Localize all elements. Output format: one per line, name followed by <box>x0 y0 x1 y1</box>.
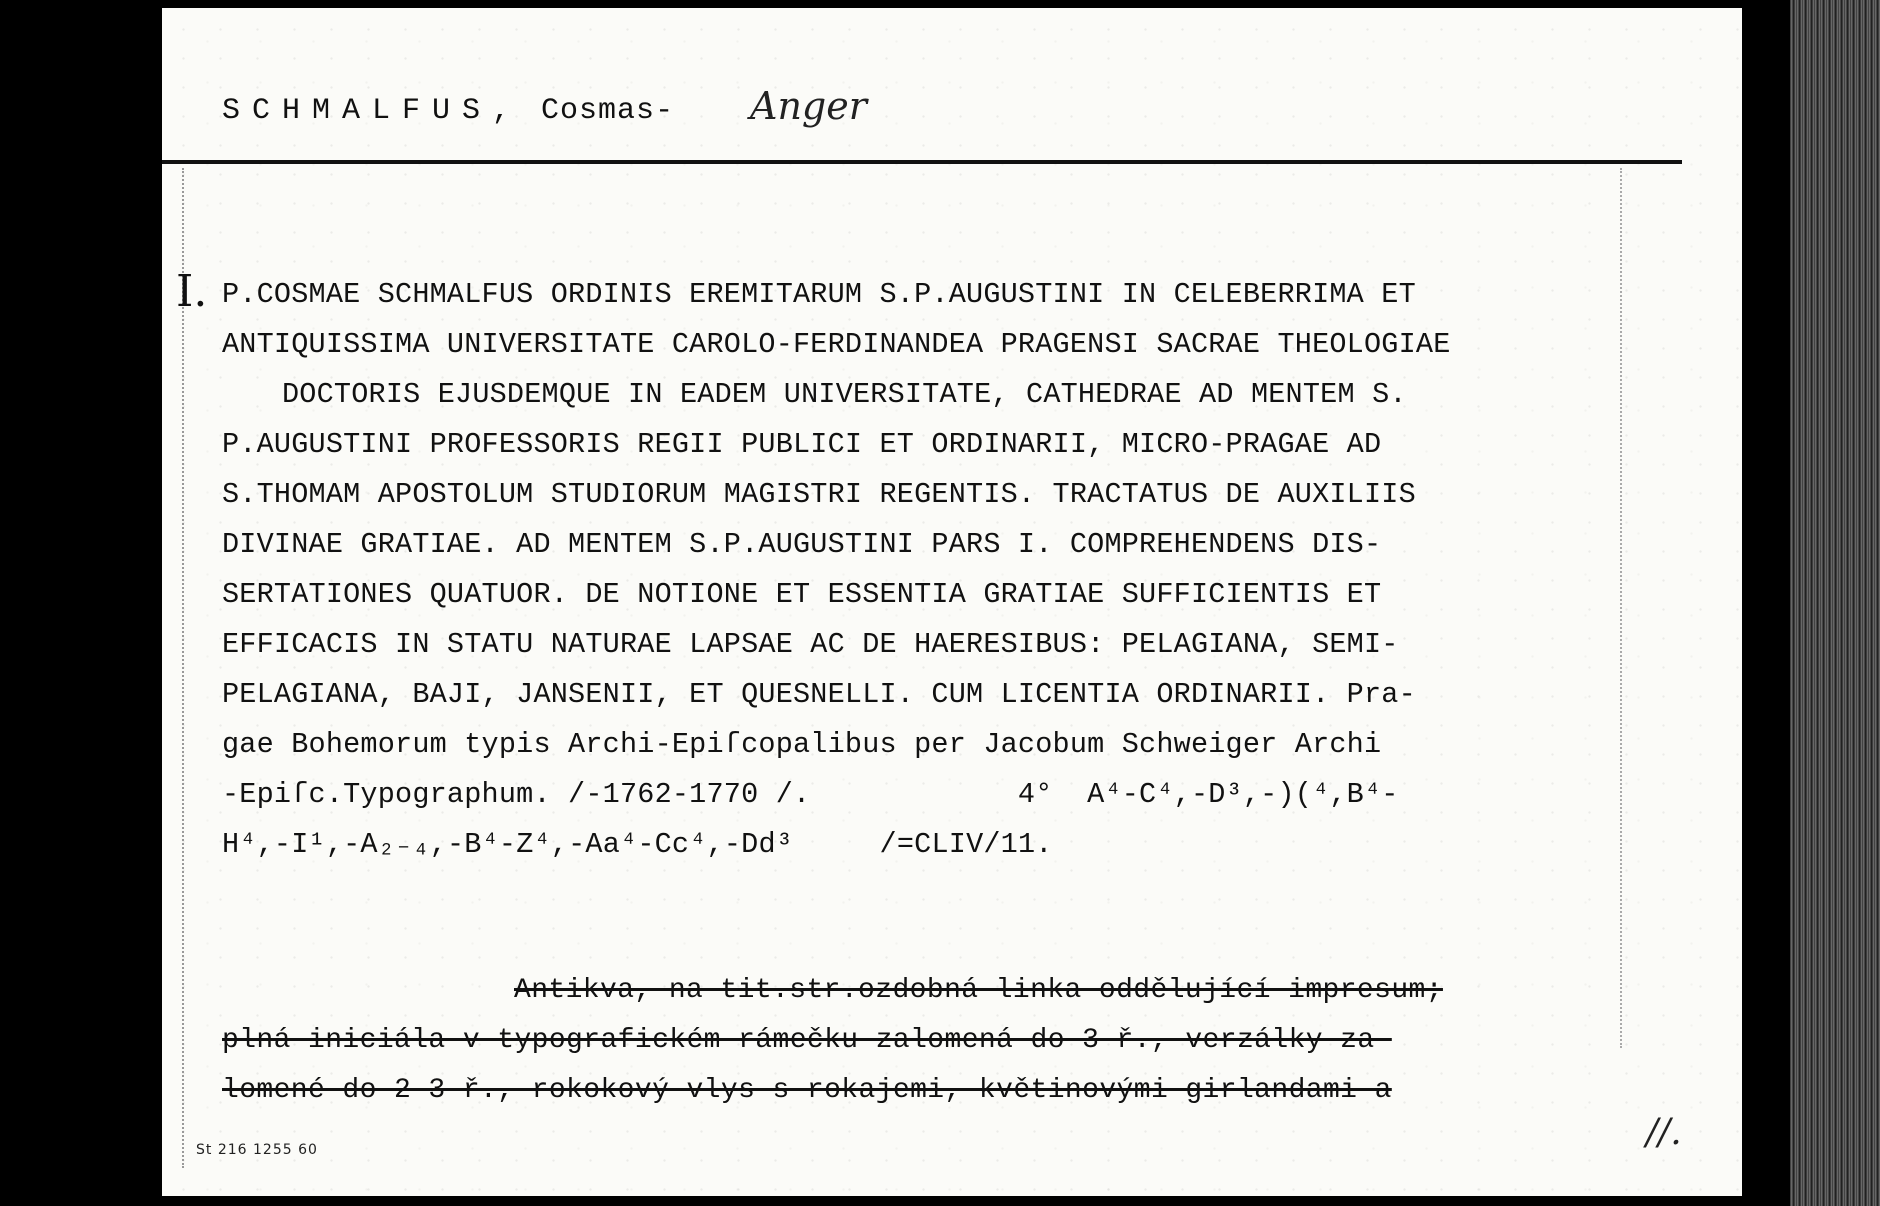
struck-notes <box>222 966 1642 1116</box>
catalog-card <box>162 8 1742 1196</box>
title-description <box>222 270 1662 870</box>
body-line-7: SERTATIONES QUATUOR. DE NOTIONE ET ESSENTIA GRATIAE SUFFICIENTIS ET <box>222 578 1382 611</box>
body-line-2: ANTIQUISSIMA UNIVERSITATE CAROLO-FERDINANDEA PRAGENSI SACRAE THEOLOGIAE <box>222 328 1451 361</box>
heading-handwritten-note: Anger <box>750 84 867 128</box>
body-line-11: -Epiſc.Typographum. /-1762-1770 /. 4° A⁴-C⁴,-D³,-)(⁴,B⁴- <box>222 778 1399 811</box>
body-line-8: EFFICACIS IN STATU NATURAE LAPSAE AC DE HAERESIBUS: PELAGIANA, SEMI- <box>222 628 1399 661</box>
scan-edge-artifact <box>1790 0 1880 1206</box>
note-line-3: lomené do 2-3 ř., rokokový vlys s rokajemi, květinovými girlandami a <box>222 1075 1392 1106</box>
body-line-5: S.THOMAM APOSTOLUM STUDIORUM MAGISTRI REGENTIS. TRACTATUS DE AUXILIIS <box>222 478 1416 511</box>
left-margin-guide <box>182 168 184 1168</box>
note-line-2: plná iniciála v typografickém rámečku zalomená do 3 ř., verzálky za- <box>222 1025 1392 1056</box>
margin-handwritten-mark: //. <box>1646 1112 1682 1153</box>
body-line-10: gae Bohemorum typis Archi-Epiſcopalibus per Jacobum Schweiger Archi <box>222 728 1382 761</box>
card-heading <box>222 94 674 128</box>
body-line-1: P.COSMAE SCHMALFUS ORDINIS EREMITARUM S.P.AUGUSTINI IN CELEBERRIMA ET <box>222 278 1416 311</box>
form-code: St 216 1255 60 <box>196 1142 318 1158</box>
heading-surname: SCHMALFUS, <box>222 94 523 128</box>
body-line-3: DOCTORIS EJUSDEMQUE IN EADEM UNIVERSITATE, CATHEDRAE AD MENTEM S. <box>282 378 1407 411</box>
note-line-1: Antikva, na tit.str.ozdobná linka oddělující impresum; <box>514 975 1443 1006</box>
heading-given-name: Cosmas- <box>541 94 675 128</box>
body-line-6: DIVINAE GRATIAE. AD MENTEM S.P.AUGUSTINI PARS I. COMPREHENDENS DIS- <box>222 528 1382 561</box>
body-line-4: P.AUGUSTINI PROFESSORIS REGII PUBLICI ET ORDINARII, MICRO-PRAGAE AD <box>222 428 1382 461</box>
body-line-12: H⁴,-I¹,-A₂₋₄,-B⁴-Z⁴,-Aa⁴-Cc⁴,-Dd³ /=CLIV/11. <box>222 828 1053 861</box>
header-rule <box>162 160 1682 164</box>
body-line-9: PELAGIANA, BAJI, JANSENII, ET QUESNELLI. CUM LICENTIA ORDINARII. Pra- <box>222 678 1416 711</box>
roman-numeral-mark: I. <box>176 266 208 317</box>
